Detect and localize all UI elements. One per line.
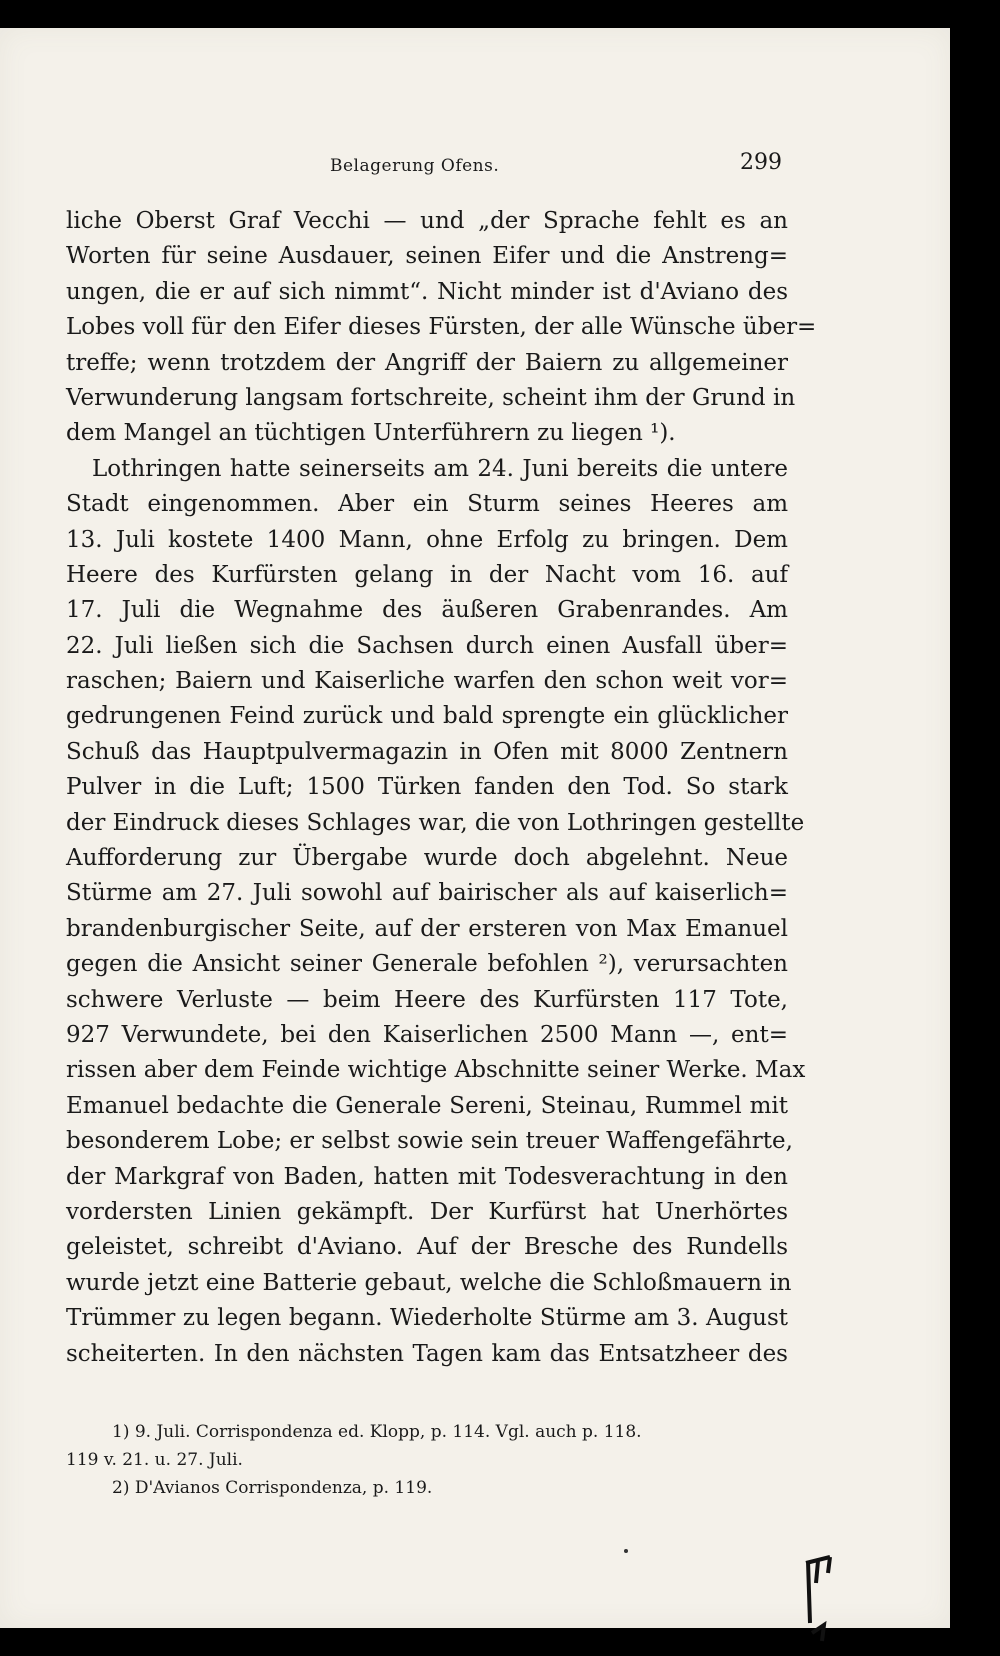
text-line: Schuß das Hauptpulvermagazin in Ofen mit 8000 Zentnern: [66, 738, 788, 765]
text-line: Aufforderung zur Übergabe wurde doch abgelehnt. Neue: [66, 845, 788, 872]
text-line: dem Mangel an tüchtigen Unterführern zu liegen ¹).: [66, 420, 676, 447]
text-line: ungen, die er auf sich nimmt“. Nicht minder ist d'Aviano des: [66, 278, 788, 305]
text-line: Lothringen hatte seinerseits am 24. Juni bereits die untere: [92, 455, 788, 482]
book-page: [0, 28, 950, 1628]
text-line: vordersten Linien gekämpft. Der Kurfürst hat Unerhörtes: [66, 1198, 788, 1225]
text-line: Stadt eingenommen. Aber ein Sturm seines Heeres am: [66, 491, 788, 518]
footnote-line: 1) 9. Juli. Corrispondenza ed. Klopp, p. 114. Vgl. auch p. 118.: [112, 1422, 642, 1442]
text-line: Emanuel bedachte die Generale Sereni, Steinau, Rummel mit: [66, 1092, 788, 1119]
handwritten-mark-icon: [800, 1553, 860, 1643]
footnotes: [66, 1418, 788, 1502]
text-line: treffe; wenn trotzdem der Angriff der Baiern zu allgemeiner: [66, 349, 788, 376]
text-line: der Eindruck dieses Schlages war, die von Lothringen gestellte: [66, 809, 805, 836]
page-number: 299: [740, 150, 782, 175]
text-line: Pulver in die Luft; 1500 Türken fanden den Tod. So stark: [66, 774, 788, 801]
text-line: raschen; Baiern und Kaiserliche warfen den schon weit vor=: [66, 668, 788, 695]
text-line: 927 Verwundete, bei den Kaiserlichen 2500 Mann —, ent=: [66, 1021, 788, 1048]
running-title: Belagerung Ofens.: [330, 156, 500, 176]
text-line: Trümmer zu legen begann. Wiederholte Stürme am 3. August: [66, 1305, 788, 1332]
text-line: 17. Juli die Wegnahme des äußeren Grabenrandes. Am: [66, 597, 788, 624]
text-line: Stürme am 27. Juli sowohl auf bairischer als auf kaiserlich=: [66, 880, 788, 907]
text-line: gegen die Ansicht seiner Generale befohlen ²), verursachten: [66, 951, 788, 978]
main-text: [66, 204, 817, 1372]
text-line: geleistet, schreibt d'Aviano. Auf der Bresche des Rundells: [66, 1234, 788, 1261]
text-line: 22. Juli ließen sich die Sachsen durch einen Ausfall über=: [66, 632, 788, 659]
text-line: rissen aber dem Feinde wichtige Abschnitte seiner Werke. Max: [66, 1057, 806, 1084]
text-line: besonderem Lobe; er selbst sowie sein treuer Waffengefährte,: [66, 1128, 793, 1155]
text-line: wurde jetzt eine Batterie gebaut, welche die Schloßmauern in: [66, 1269, 792, 1296]
text-line: gedrungenen Feind zurück und bald sprengte ein glücklicher: [66, 703, 788, 730]
text-line: Worten für seine Ausdauer, seinen Eifer und die Anstreng=: [66, 243, 788, 270]
text-line: schwere Verluste — beim Heere des Kurfürsten 117 Tote,: [66, 986, 788, 1013]
text-line: der Markgraf von Baden, hatten mit Todesverachtung in den: [66, 1163, 788, 1190]
text-line: scheiterten. In den nächsten Tagen kam das Entsatzheer des: [66, 1340, 788, 1367]
text-line: Verwunderung langsam fortschreite, scheint ihm der Grund in: [66, 384, 796, 411]
text-line: Lobes voll für den Eifer dieses Fürsten, der alle Wünsche über=: [66, 314, 817, 341]
footnote-line: 119 v. 21. u. 27. Juli.: [66, 1450, 243, 1470]
text-line: brandenburgischer Seite, auf der ersteren von Max Emanuel: [66, 915, 788, 942]
text-line: 13. Juli kostete 1400 Mann, ohne Erfolg zu bringen. Dem: [66, 526, 788, 553]
footnote-line: 2) D'Avianos Corrispondenza, p. 119.: [112, 1478, 433, 1498]
ink-speck: [624, 1549, 628, 1553]
text-line: Heere des Kurfürsten gelang in der Nacht vom 16. auf: [66, 561, 788, 588]
text-line: liche Oberst Graf Vecchi — und „der Sprache fehlt es an: [66, 208, 788, 234]
